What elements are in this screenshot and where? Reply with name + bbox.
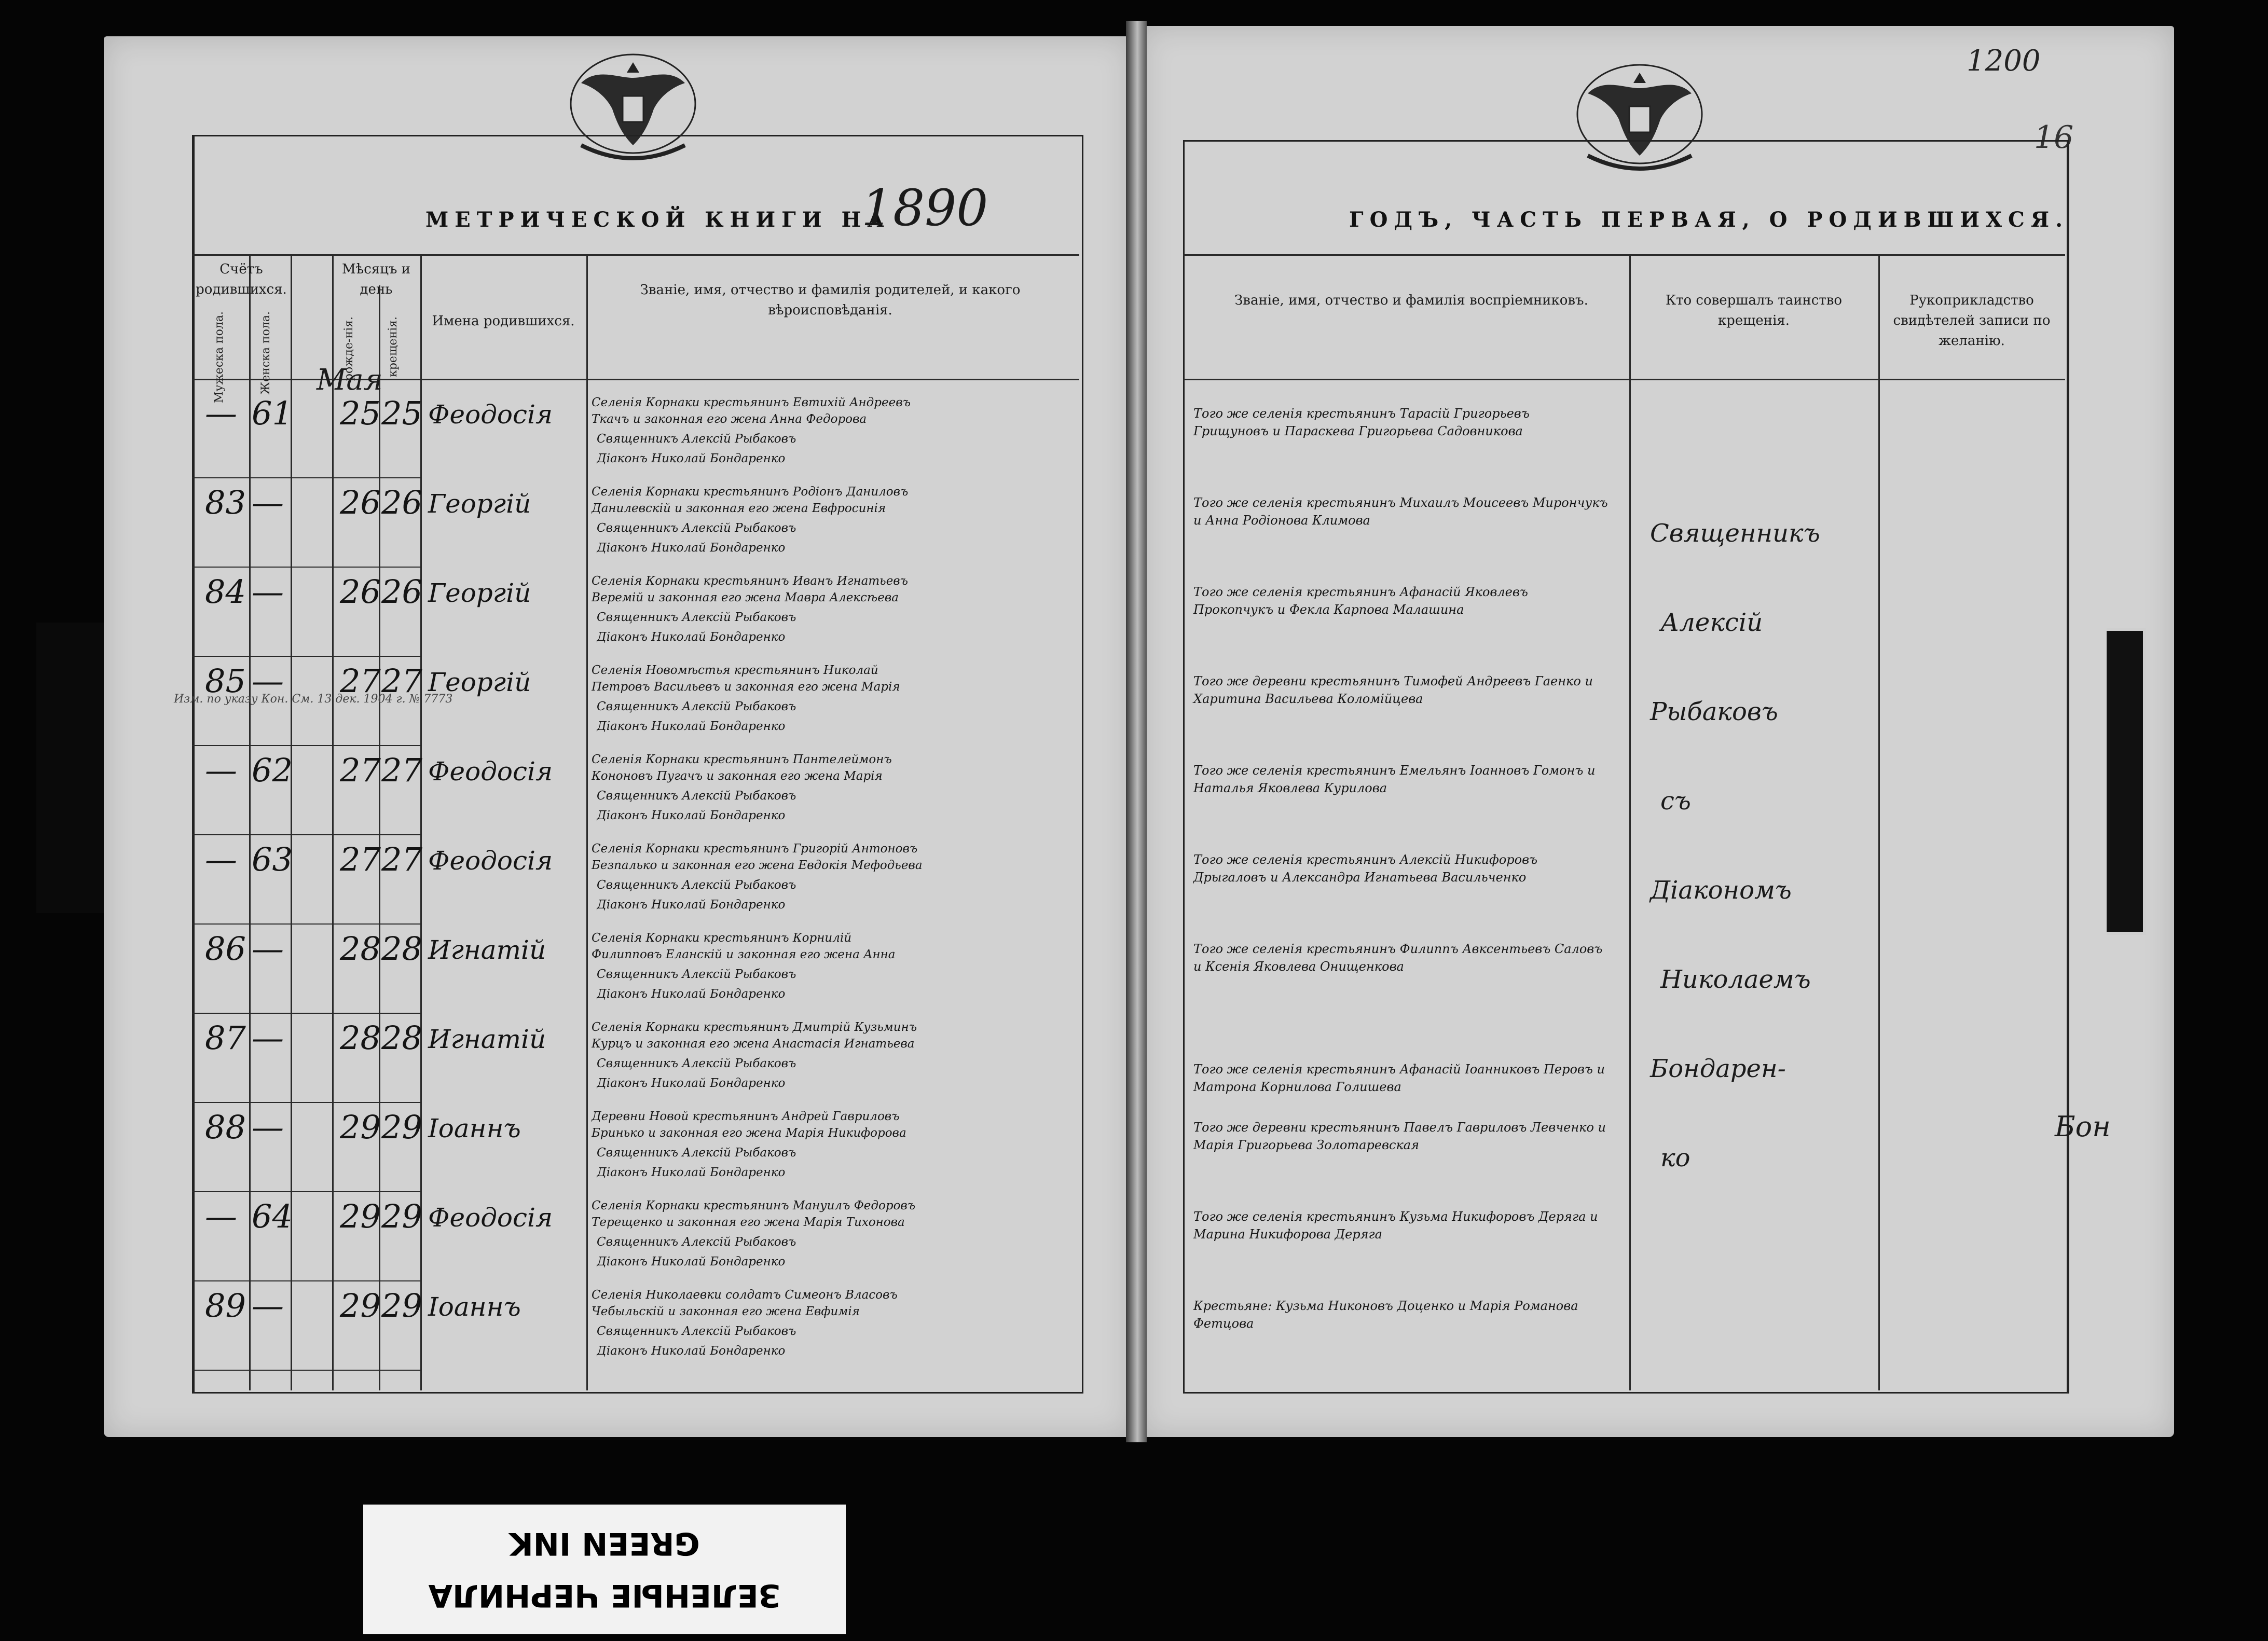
page-corner-number: 1200 xyxy=(1967,44,2041,78)
row-divider xyxy=(192,1013,420,1014)
header-birth-count: Счётъ родившихся. xyxy=(196,261,287,297)
dark-margin-tab-right xyxy=(2107,628,2146,935)
side-mark: Бон xyxy=(2055,1110,2111,1143)
row-parents: Селенія Корнаки крестьянинъ Мануилъ Федоровъ Терещенко и законная его жена Марія Тихонова xyxy=(592,1199,916,1229)
row-female-count: 64 xyxy=(252,1197,293,1235)
officiant-word: Алексій xyxy=(1660,608,1763,637)
row-parents: Селенія Корнаки крестьянинъ Корнилій Филипповъ Еланскій и законная его жена Анна xyxy=(592,931,896,961)
row-priest: Священникъ Алексій Рыбаковъ xyxy=(597,1146,796,1160)
row-divider xyxy=(192,834,420,835)
row-sponsors: Того же селенія крестьянинъ Михаилъ Моисеевъ Мирончукъ и Анна Родіонова Климова xyxy=(1193,495,1608,528)
header-female: Женска пола. xyxy=(259,311,272,395)
row-female-count: — xyxy=(252,930,284,968)
row-sponsors: Того же селенія крестьянинъ Афанасій Яковлевъ Прокопчукъ и Фекла Карпова Малашина xyxy=(1193,585,1528,617)
row-deacon: Діаконъ Николай Бондаренко xyxy=(597,1255,786,1268)
row-baptism-day: 29 xyxy=(381,1197,422,1235)
row-divider xyxy=(192,477,420,478)
row-birth-day: 28 xyxy=(340,1019,381,1057)
row-female-count: — xyxy=(252,1108,284,1146)
row-divider xyxy=(192,923,420,925)
row-female-count: — xyxy=(252,1019,284,1057)
row-male-count: 83 xyxy=(205,484,246,521)
row-parents: Деревни Новой крестьянинъ Андрей Гавриловъ Бринько и законная его жена Марія Никифорова xyxy=(592,1110,906,1140)
row-sponsors: Того же деревни крестьянинъ Тимофей Андреевъ Гаенко и Харитина Васильева Коломійцева xyxy=(1193,674,1593,706)
row-birth-day: 27 xyxy=(340,840,381,878)
row-child-name: Феодосія xyxy=(428,1203,553,1233)
row-priest: Священникъ Алексій Рыбаковъ xyxy=(597,1057,796,1070)
row-priest: Священникъ Алексій Рыбаковъ xyxy=(597,432,796,446)
row-deacon: Діаконъ Николай Бондаренко xyxy=(597,1166,786,1179)
row-deacon: Діаконъ Николай Бондаренко xyxy=(597,987,786,1001)
row-child-name: Игнатій xyxy=(428,1024,546,1054)
row-child-name: Феодосія xyxy=(428,399,553,430)
row-deacon: Діаконъ Николай Бондаренко xyxy=(597,630,786,644)
row-male-count: — xyxy=(205,840,237,878)
col-rule xyxy=(1878,254,1880,1390)
row-sponsors: Того же селенія крестьянинъ Кузьма Никифоровъ Деряга и Марина Никифорова Деряга xyxy=(1193,1209,1598,1242)
row-baptism-day: 29 xyxy=(381,1287,422,1325)
header-sponsors: Званіе, имя, отчество и фамилія воспріемниковъ. xyxy=(1234,293,1588,308)
row-male-count: 84 xyxy=(205,573,246,611)
month-label: Мая xyxy=(317,363,383,397)
register-year: 1890 xyxy=(861,179,988,237)
row-deacon: Діаконъ Николай Бондаренко xyxy=(597,1344,786,1358)
row-priest: Священникъ Алексій Рыбаковъ xyxy=(597,968,796,981)
left-page-heading: МЕТРИЧЕСКОЙ КНИГИ НА xyxy=(425,208,890,232)
row-child-name: Георгій xyxy=(428,667,531,697)
row-female-count: — xyxy=(252,1287,284,1325)
row-deacon: Діаконъ Николай Бондаренко xyxy=(597,1077,786,1090)
row-divider xyxy=(192,567,420,568)
right-header-bottom-rule xyxy=(1183,379,2065,380)
row-sponsors: Того же селенія крестьянинъ Тарасій Григорьевъ Грищуновъ и Параскева Григорьева Садовникова xyxy=(1193,406,1530,438)
row-baptism-day: 27 xyxy=(381,840,422,878)
row-deacon: Діаконъ Николай Бондаренко xyxy=(597,452,786,465)
dark-margin-tab-left xyxy=(36,623,114,913)
row-female-count: — xyxy=(252,573,284,611)
officiant-word: ко xyxy=(1660,1143,1690,1173)
ink-label xyxy=(363,1505,846,1634)
row-parents: Селенія Корнаки крестьянинъ Григорій Антоновъ Безпалько и законная его жена Евдокія Мефодьева xyxy=(592,842,923,872)
row-baptism-day: 29 xyxy=(381,1108,422,1146)
right-page-heading: ГОДЪ, ЧАСТЬ ПЕРВАЯ, О РОДИВШИХСЯ. xyxy=(1349,208,2069,232)
row-birth-day: 27 xyxy=(340,751,381,789)
row-parents: Селенія Корнаки крестьянинъ Пантелеймонъ Кононовъ Пугачъ и законная его жена Марія xyxy=(592,753,892,783)
row-deacon: Діаконъ Николай Бондаренко xyxy=(597,898,786,912)
header-baptism-day: крещенія. xyxy=(387,316,400,377)
row-child-name: Феодосія xyxy=(428,846,553,876)
row-male-count: 85 xyxy=(205,662,246,700)
row-male-count: — xyxy=(205,394,237,432)
row-child-name: Іоаннъ xyxy=(428,1292,521,1322)
col-rule xyxy=(332,254,334,1390)
header-birth-day: рожде-нія. xyxy=(342,316,355,381)
header-officiant: Кто совершалъ таинство крещенія. xyxy=(1665,293,1843,328)
row-parents: Селенія Новомѣстья крестьянинъ Николай Петровъ Васильевъ и законная его жена Марія xyxy=(592,664,900,694)
row-sponsors: Того же селенія крестьянинъ Алексій Никифоровъ Дрыгаловъ и Александра Игнатьева Васильченко xyxy=(1193,852,1538,885)
row-child-name: Георгій xyxy=(428,578,531,608)
folio-number: 16 xyxy=(2034,119,2074,156)
row-sponsors: Того же селенія крестьянинъ Емельянъ Іоанновъ Гомонъ и Наталья Яковлева Курилова xyxy=(1193,763,1596,795)
officiant-word: съ xyxy=(1660,787,1691,816)
row-female-count: — xyxy=(252,484,284,521)
header-parents: Званіе, имя, отчество и фамилія родителей, и какого вѣроисповѣданія. xyxy=(640,282,1021,318)
row-baptism-day: 27 xyxy=(381,751,422,789)
officiant-word: Діакономъ xyxy=(1650,876,1792,905)
header-names: Имена родившихся. xyxy=(432,313,575,329)
row-parents: Селенія Корнаки крестьянинъ Дмитрій Кузьминъ Курцъ и законная его жена Анастасія Игнатьева xyxy=(592,1021,917,1051)
row-priest: Священникъ Алексій Рыбаковъ xyxy=(597,789,796,803)
ink-label-english: GREEN INK xyxy=(509,1525,700,1562)
col-rule xyxy=(1629,254,1631,1390)
row-divider xyxy=(192,1370,420,1371)
col-rule xyxy=(586,254,588,1390)
row-parents: Селенія Николаевки солдатъ Симеонъ Власовъ Чебыльскій и законная его жена Евфимія xyxy=(592,1288,898,1318)
row-sponsors: Крестьяне: Кузьма Никоновъ Доценко и Марія Романова Фетцова xyxy=(1193,1299,1578,1331)
row-birth-day: 26 xyxy=(340,484,381,521)
row-male-count: 88 xyxy=(205,1108,246,1146)
row-birth-day: 28 xyxy=(340,930,381,968)
row-baptism-day: 28 xyxy=(381,930,422,968)
row-child-name: Іоаннъ xyxy=(428,1113,521,1143)
book-spine xyxy=(1126,21,1147,1442)
row-deacon: Діаконъ Николай Бондаренко xyxy=(597,720,786,733)
row-divider xyxy=(192,1102,420,1103)
row-child-name: Георгій xyxy=(428,489,531,519)
row-male-count: 89 xyxy=(205,1287,246,1325)
officiant-word: Священникъ xyxy=(1650,519,1820,548)
row-baptism-day: 28 xyxy=(381,1019,422,1057)
row-baptism-day: 26 xyxy=(381,484,422,521)
row-female-count: 61 xyxy=(252,394,293,432)
row-divider xyxy=(192,656,420,657)
row-divider xyxy=(192,745,420,746)
row-divider xyxy=(192,1280,420,1281)
row-priest: Священникъ Алексій Рыбаковъ xyxy=(597,1325,796,1338)
row-deacon: Діаконъ Николай Бондаренко xyxy=(597,809,786,822)
margin-annotation: Изм. по указу Кон. См. 13 дек. 1904 г. № 7773 xyxy=(174,693,453,706)
row-sponsors: Того же селенія крестьянинъ Филиппъ Авксентьевъ Саловъ и Ксенія Яковлева Онищенкова xyxy=(1193,942,1603,974)
row-birth-day: 29 xyxy=(340,1197,381,1235)
header-signatures: Рукоприкладство свидѣтелей записи по желанію. xyxy=(1893,293,2051,349)
row-parents: Селенія Корнаки крестьянинъ Евтихій Андреевъ Ткачъ и законная его жена Анна Федорова xyxy=(592,396,911,426)
row-parents: Селенія Корнаки крестьянинъ Родіонъ Даниловъ Данилевскій и законная его жена Евфросинія xyxy=(592,485,909,515)
row-birth-day: 25 xyxy=(340,394,381,432)
row-baptism-day: 27 xyxy=(381,662,422,700)
row-male-count: 86 xyxy=(205,930,246,968)
officiant-word: Николаемъ xyxy=(1660,965,1811,994)
row-birth-day: 27 xyxy=(340,662,381,700)
row-parents: Селенія Корнаки крестьянинъ Иванъ Игнатьевъ Веремій и законная его жена Мавра Алексѣева xyxy=(592,574,909,604)
row-male-count: — xyxy=(205,1197,237,1235)
row-birth-day: 29 xyxy=(340,1108,381,1146)
row-male-count: — xyxy=(205,751,237,789)
officiant-word: Рыбаковъ xyxy=(1650,697,1778,726)
row-female-count: 63 xyxy=(252,840,293,878)
row-birth-day: 29 xyxy=(340,1287,381,1325)
right-header-top-rule xyxy=(1183,254,2065,256)
row-child-name: Феодосія xyxy=(428,756,553,787)
row-birth-day: 26 xyxy=(340,573,381,611)
row-female-count: — xyxy=(252,662,284,700)
row-priest: Священникъ Алексій Рыбаковъ xyxy=(597,521,796,535)
row-sponsors: Того же деревни крестьянинъ Павелъ Гавриловъ Левченко и Марія Григорьева Золотаревская xyxy=(1193,1120,1606,1152)
row-sponsors: Того же селенія крестьянинъ Афанасій Іоанниковъ Перовъ и Матрона Корнилова Голишева xyxy=(1193,1062,1605,1094)
row-male-count: 87 xyxy=(205,1019,246,1057)
ink-label-russian: ЗЕЛЕНЫЕ ЧЕРНИЛА xyxy=(428,1577,781,1614)
header-male: Мужеска пола. xyxy=(213,311,226,403)
row-priest: Священникъ Алексій Рыбаковъ xyxy=(597,611,796,624)
row-priest: Священникъ Алексій Рыбаковъ xyxy=(597,878,796,892)
officiant-word: Бондарен- xyxy=(1650,1054,1786,1083)
col-rule xyxy=(249,254,251,1390)
left-header-top-rule xyxy=(192,254,1079,256)
row-baptism-day: 26 xyxy=(381,573,422,611)
row-baptism-day: 25 xyxy=(381,394,422,432)
header-month-day: Мѣсяцъ и день xyxy=(341,261,411,297)
row-female-count: 62 xyxy=(252,751,293,789)
row-divider xyxy=(192,1191,420,1192)
row-child-name: Игнатій xyxy=(428,935,546,965)
row-priest: Священникъ Алексій Рыбаковъ xyxy=(597,1235,796,1249)
row-deacon: Діаконъ Николай Бондаренко xyxy=(597,541,786,555)
row-priest: Священникъ Алексій Рыбаковъ xyxy=(597,700,796,713)
